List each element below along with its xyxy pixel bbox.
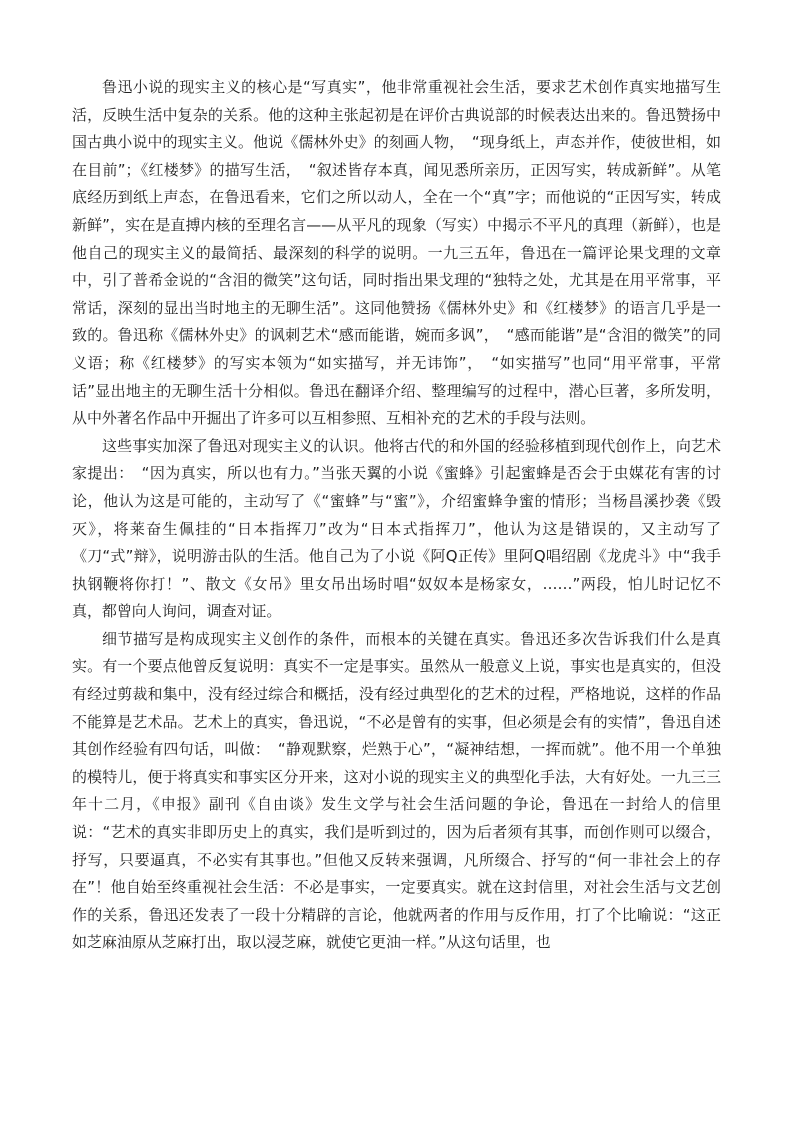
paragraph-2: 这些事实加深了鲁迅对现实主义的认识。他将古代的和外国的经验移植到现代创作上，向艺术家提出： “因为真实，所以也有力。”当张天翼的小说《蜜蜂》引起蜜蜂是否会于虫媒花有害的讨论，他认为这是可能的，主动写了《“蜜蜂”与“蜜”》，介绍蜜蜂争蜜的情形；当杨昌溪抄袭《毁灭》，将莱奋生佩挂的“日本指挥刀”改为“日本式指挥刀”，他认为这是错误的，又主动写了《刀“式”辩》，说明游击队的生活。他自己为了小说《阿Q正传》里阿Q唱绍剧《龙虎斗》中“我手执钢鞭将你打！”、散文《女吊》里女吊出场时唱“奴奴本是杨家女，……”两段，怕儿时记忆不真，都曾向人询问，调查对证。 xyxy=(72,436,721,621)
document-body xyxy=(72,74,721,957)
paragraph-3: 细节描写是构成现实主义创作的条件，而根本的关键在真实。鲁迅还多次告诉我们什么是真实。有一个要点他曾反复说明：真实不一定是事实。虽然从一般意义上说，事实也是真实的，但没有经过剪裁和集中，没有经过综合和概括，没有经过典型化的艺术的过程，严格地说，这样的作品不能算是艺术品。艺术上的真实，鲁迅说，“不必是曾有的实事，但必须是会有的实情”，鲁迅自述其创作经验有四句话，叫做： “静观默察，烂熟于心”，“凝神结想，一挥而就”。他不用一个单独的模特儿，便于将真实和事实区分开来，这对小说的现实主义的典型化手法，大有好处。一九三三年十二月，《申报》副刊《自由谈》发生文学与社会生活问题的争论，鲁迅在一封给人的信里说：“艺术的真实非即历史上的真实，我们是听到过的，因为后者须有其事，而创作则可以缀合，抒写，只要逼真，不必实有其事也。”但他又反转来强调，凡所缀合、抒写的“何一非社会上的存在”！他自始至终重视社会生活：不必是事实，一定要真实。就在这封信里，对社会生活与文艺创作的关系，鲁迅还发表了一段十分精辟的言论，他就两者的作用与反作用，打了个比喻说：“这正如芝麻油原从芝麻打出，取以浸芝麻，就使它更油一样。”从这句话里，也 xyxy=(72,629,721,952)
paragraph-1: 鲁迅小说的现实主义的核心是“写真实”，他非常重视社会生活，要求艺术创作真实地描写生活，反映生活中复杂的关系。他的这种主张起初是在评价古典说部的时候表达出来的。鲁迅赞扬中国古典小说中的现实主义。他说《儒林外史》的刻画人物， “现身纸上，声态并作，使彼世相，如在目前”；《红楼梦》的描写生活， “叙述皆存本真，闻见悉所亲历，正因写实，转成新鲜”。从笔底经历到纸上声态，在鲁迅看来，它们之所以动人，全在一个“真”字；而他说的“正因写实，转成新鲜”，实在是直搏内核的至理名言——从平凡的现象（写实）中揭示不平凡的真理（新鲜），也是他自己的现实主义的最简括、最深刻的科学的说明。一九三五年，鲁迅在一篇评论果戈理的文章中，引了普希金说的“含泪的微笑”这句话，同时指出果戈理的“独特之处，尤其是在用平常事，平常话，深刻的显出当时地主的无聊生活”。这同他赞扬《儒林外史》和《红楼梦》的语言几乎是一致的。鲁迅称《儒林外史》的讽刺艺术“感而能谐，婉而多讽”， “感而能谐”是“含泪的微笑”的同义语；称《红楼梦》的写实本领为“如实描写，并无讳饰”， “如实描写”也同“用平常事，平常话”显出地主的无聊生活十分相似。鲁迅在翻译介绍、整理编写的过程中，潜心巨著，多所发明，从中外著名作品中开掘出了许多可以互相参照、互相补充的艺术的手段与法则。 xyxy=(72,78,721,428)
